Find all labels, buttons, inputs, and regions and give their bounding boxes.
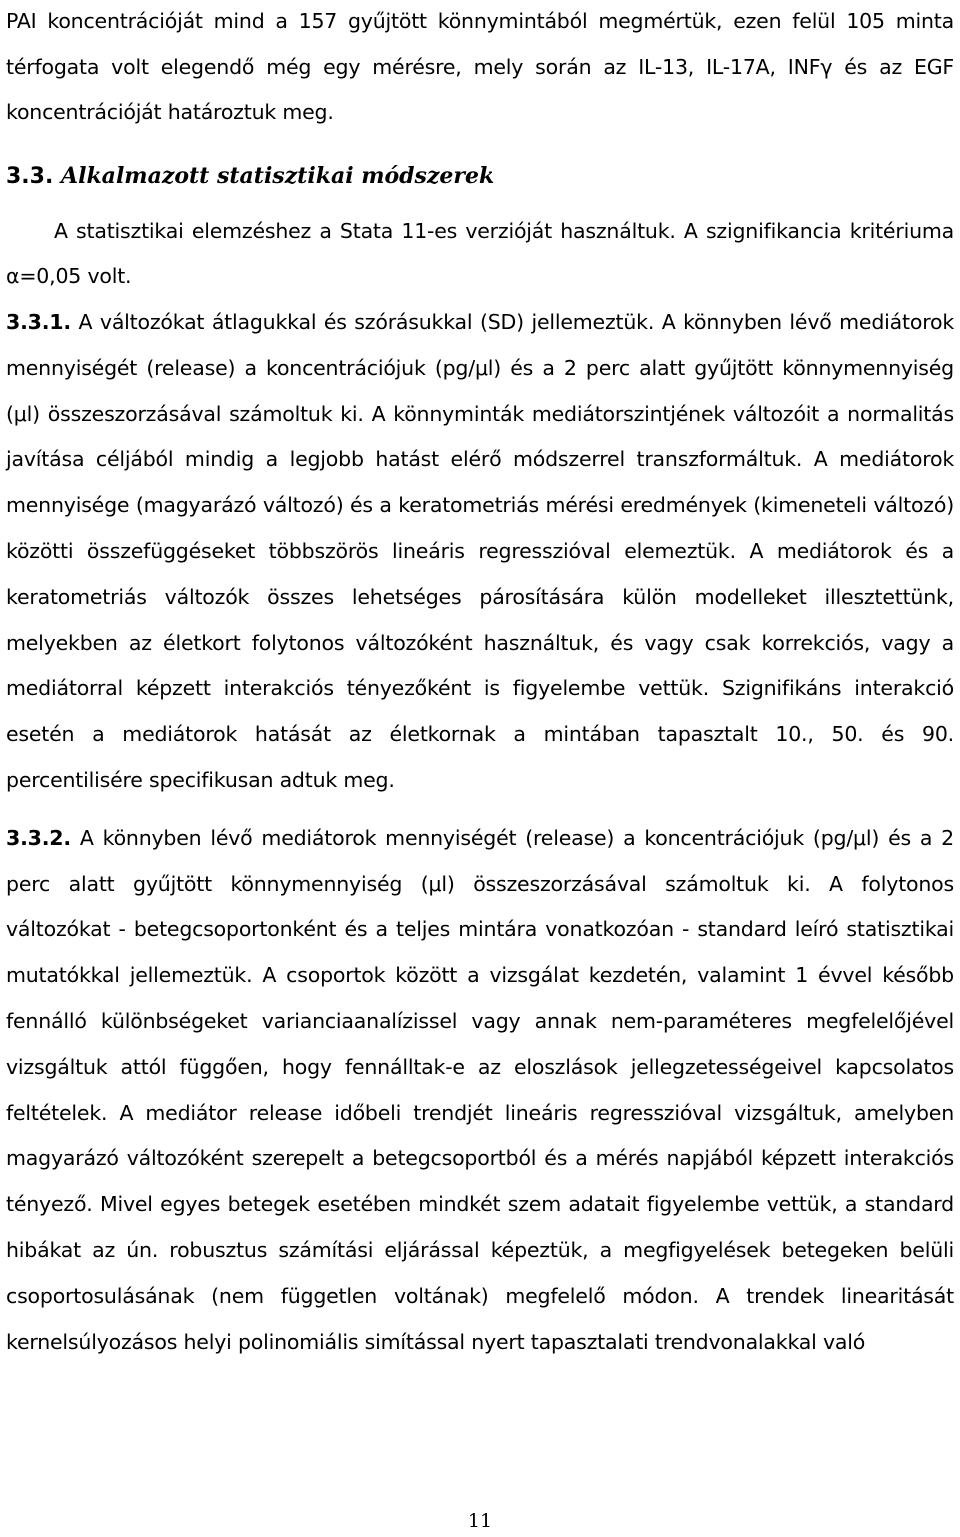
subsection-number: 3.3.2. (6, 825, 71, 850)
section-number: 3.3. (6, 163, 54, 189)
section-title: Alkalmazott statisztikai módszerek (61, 162, 495, 189)
subsection-text: A könnyben lévő mediátorok mennyiségét (release) a koncentrációjuk (pg/μl) és a 2 perc alatt gyűjtött könnymennyiség (μl) összeszorzásával számoltuk ki. A folytonos változókat - betegcsoportonként és a teljes mintára vonatkozóan - standard leíró statisztikai mutatókkal jellemeztük. A csoportok között a vizsgálat kezdetén, valamint 1 évvel később fennálló különbségeket varianciaanalízissel vagy annak nem-paraméteres megfelelőjével vizsgáltuk attól függően, hogy fennálltak-e az eloszlások jellegzetességeivel kapcsolatos feltételek. A mediátor release időbeli trendjét lineáris regresszióval vizsgáltuk, amelyben magyarázó változóként szerepelt a betegcsoportból és a mérés napjából képzett interakciós tényező. Mivel egyes betegek esetében mindkét szem adatait figyelembe vettük, a standard hibákat az ún. robusztus számítási eljárással képeztük, a megfigyelések betegeken belüli csoportosulásának (nem független voltának) megfelelő módon. A trendek linearitását kernelsúlyozásos helyi polinomiális simítással nyert tapasztalati trendvonalakkal való (6, 825, 954, 1354)
subsection-text: A változókat átlagukkal és szórásukkal (SD) jellemeztük. A könnyben lévő mediátorok mennyiségét (release) a koncentrációjuk (pg/μl) és a 2 perc alatt gyűjtött könnymennyiség (μl) összeszorzásával számoltuk ki. A könnyminták mediátorszintjének változóit a normalitás javítása céljából mindig a legjobb hatást elérő módszerrel transzformáltuk. A mediátorok mennyisége (magyarázó változó) és a keratometriás mérési eredmények (kimeneteli változó) közötti összefüggéseket többszörös lineáris regresszióval elemeztük. A mediátorok és a keratometriás változók összes lehetséges párosítására külön modelleket illesztettünk, melyekben az életkort folytonos változóként használtuk, és vagy csak korrekciós, vagy a mediátorral képzett interakciós tényezőként is figyelembe vettük. Szignifikáns interakció esetén a mediátorok hatását az életkornak a mintában tapasztalt 10., 50. és 90. percentilisére specifikusan adtuk meg. (6, 310, 954, 793)
intro-paragraph: PAI koncentrációját mind a 157 gyűjtött könnymintából megmértük, ezen felül 105 minta térfogata volt elegendő még egy mérésre, mely során az IL-13, IL-17A, INFγ és az EGF koncentrációját határoztuk meg. (6, 9, 954, 124)
section-heading (6, 154, 954, 199)
subsection-number: 3.3.1. (6, 310, 71, 335)
page-number: 11 (467, 1510, 493, 1532)
document-page (6, 0, 954, 1365)
subsection-3-3-1 (6, 300, 954, 804)
section-intro: A statisztikai elemzéshez a Stata 11-es verzióját használtuk. A szignifikancia kritériuma α=0,05 volt. (6, 218, 954, 289)
subsection-3-3-2 (6, 816, 954, 1366)
